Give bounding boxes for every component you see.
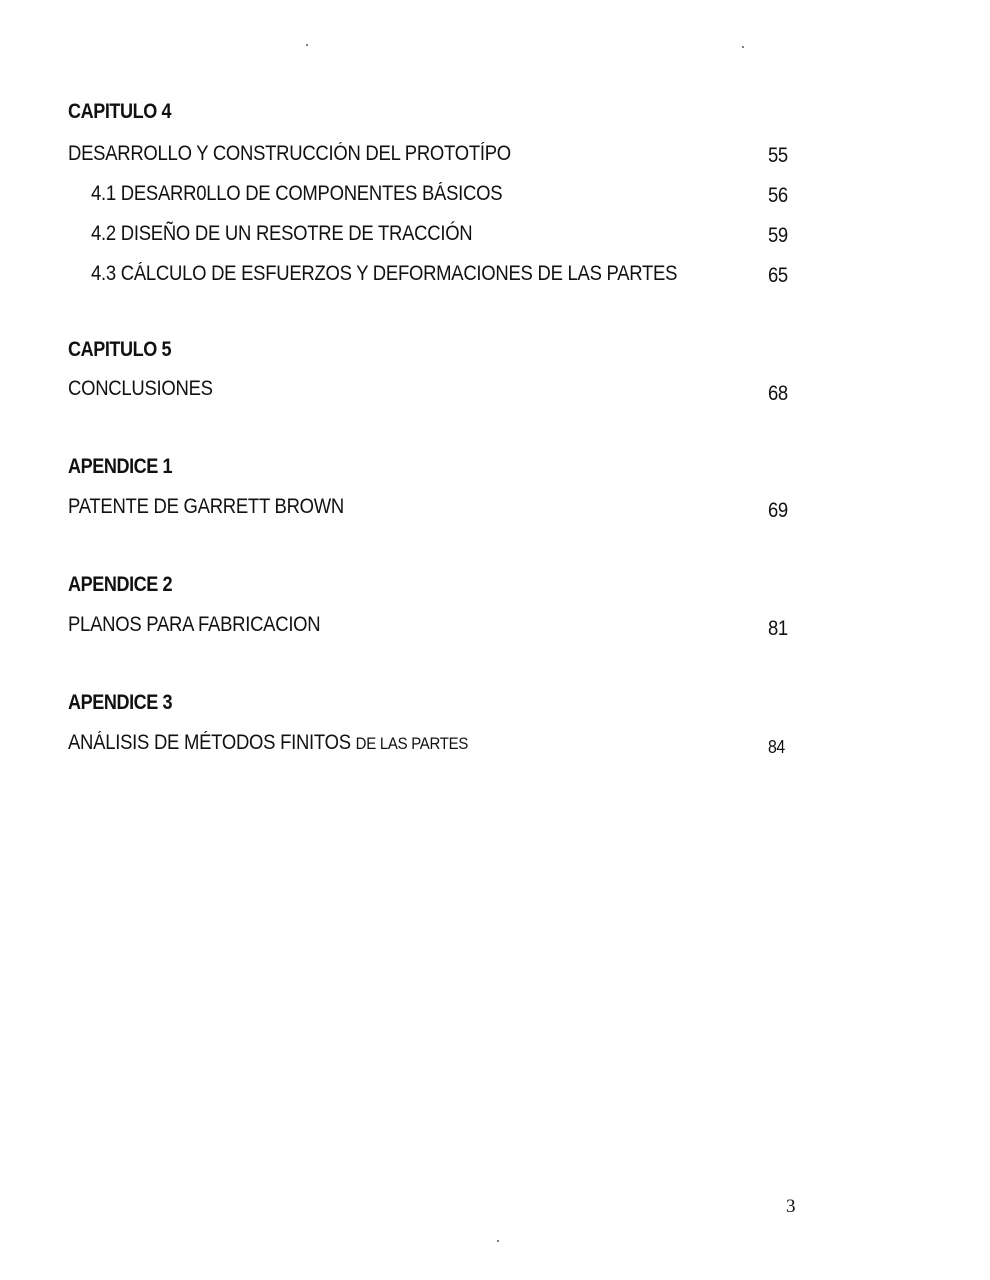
section-heading-apendice-3: APENDICE 3 [68, 691, 173, 714]
toc-subentry-title: 4.3 CÁLCULO DE ESFUERZOS Y DEFORMACIONES DE LAS PARTES [91, 262, 678, 285]
toc-entry-title: PLANOS PARA FABRICACION [68, 613, 321, 636]
scan-speck [306, 44, 308, 46]
section-heading-apendice-1: APENDICE 1 [68, 455, 173, 478]
section-heading-apendice-2: APENDICE 2 [68, 573, 173, 596]
scan-speck [497, 1240, 499, 1242]
page-number: 3 [786, 1196, 796, 1217]
toc-entry-page: 84 [768, 737, 785, 757]
toc-entry-page: 59 [768, 224, 788, 247]
toc-entry-page: 55 [768, 144, 788, 167]
toc-entry-page: 68 [768, 382, 788, 405]
toc-entry-title: PATENTE DE GARRETT BROWN [68, 495, 345, 518]
section-heading-capitulo-5: CAPITULO 5 [68, 338, 172, 361]
toc-entry-title: DESARROLLO Y CONSTRUCCIÓN DEL PROTOTÍPO [68, 142, 511, 165]
toc-entry-page: 65 [768, 264, 788, 287]
toc-entry-title-main: ANÁLISIS DE MÉTODOS FINITOS [68, 731, 351, 754]
toc-subentry-title: 4.1 DESARR0LLO DE COMPONENTES BÁSICOS [91, 182, 503, 205]
scan-speck [742, 46, 744, 48]
toc-entry-page: 81 [768, 617, 788, 640]
toc-entry-title: CONCLUSIONES [68, 377, 213, 400]
toc-entry-page: 69 [768, 499, 788, 522]
toc-subentry-title: 4.2 DISEÑO DE UN RESOTRE DE TRACCIÓN [91, 222, 473, 245]
section-heading-capitulo-4: CAPITULO 4 [68, 100, 172, 123]
toc-entry-title [68, 731, 468, 755]
toc-entry-page: 56 [768, 184, 788, 207]
toc-entry-title-small: DE LAS PARTES [355, 734, 469, 753]
